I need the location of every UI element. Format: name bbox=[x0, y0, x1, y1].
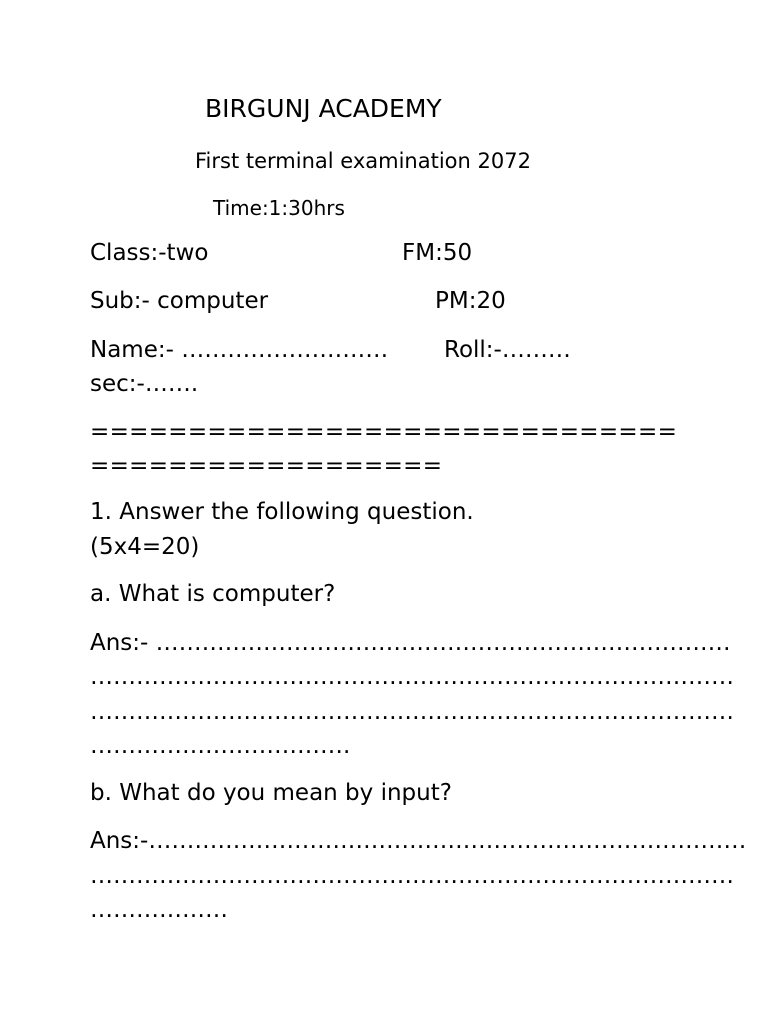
subject-label: Sub:- computer bbox=[90, 288, 269, 314]
question-b: b. What do you mean by input? bbox=[90, 780, 452, 806]
exam-time: Time:1:30hrs bbox=[213, 196, 345, 220]
answer-a-line-2: ………………………………………………………………………… bbox=[90, 664, 734, 690]
roll-field: Roll:-……… bbox=[444, 337, 571, 363]
answer-a-line-1: Ans:- ………………………………………………………………… bbox=[90, 630, 731, 656]
pass-marks: PM:20 bbox=[435, 288, 506, 314]
school-title: BIRGUNJ ACADEMY bbox=[205, 94, 442, 123]
question-a: a. What is computer? bbox=[90, 581, 336, 607]
answer-a-line-4: ……………………………. bbox=[90, 733, 351, 759]
answer-b-line-1: Ans:-…………………………………………………………………… bbox=[90, 828, 747, 854]
divider-line-1: ============================== bbox=[90, 419, 678, 445]
divider-line-2: ================== bbox=[90, 453, 443, 479]
question-marks: (5x4=20) bbox=[90, 534, 200, 560]
exam-title: First terminal examination 2072 bbox=[195, 149, 531, 173]
answer-b-line-2: ………………………………………………………………………… bbox=[90, 863, 734, 889]
class-label: Class:-two bbox=[90, 240, 209, 266]
full-marks: FM:50 bbox=[402, 240, 473, 266]
section-field: sec:-……. bbox=[90, 371, 199, 397]
answer-a-line-3: ………………………………………………………………………… bbox=[90, 699, 734, 725]
question-heading: 1. Answer the following question. bbox=[90, 499, 474, 525]
name-field: Name:- ……………………… bbox=[90, 337, 389, 363]
answer-b-line-3: ……………… bbox=[90, 897, 228, 923]
